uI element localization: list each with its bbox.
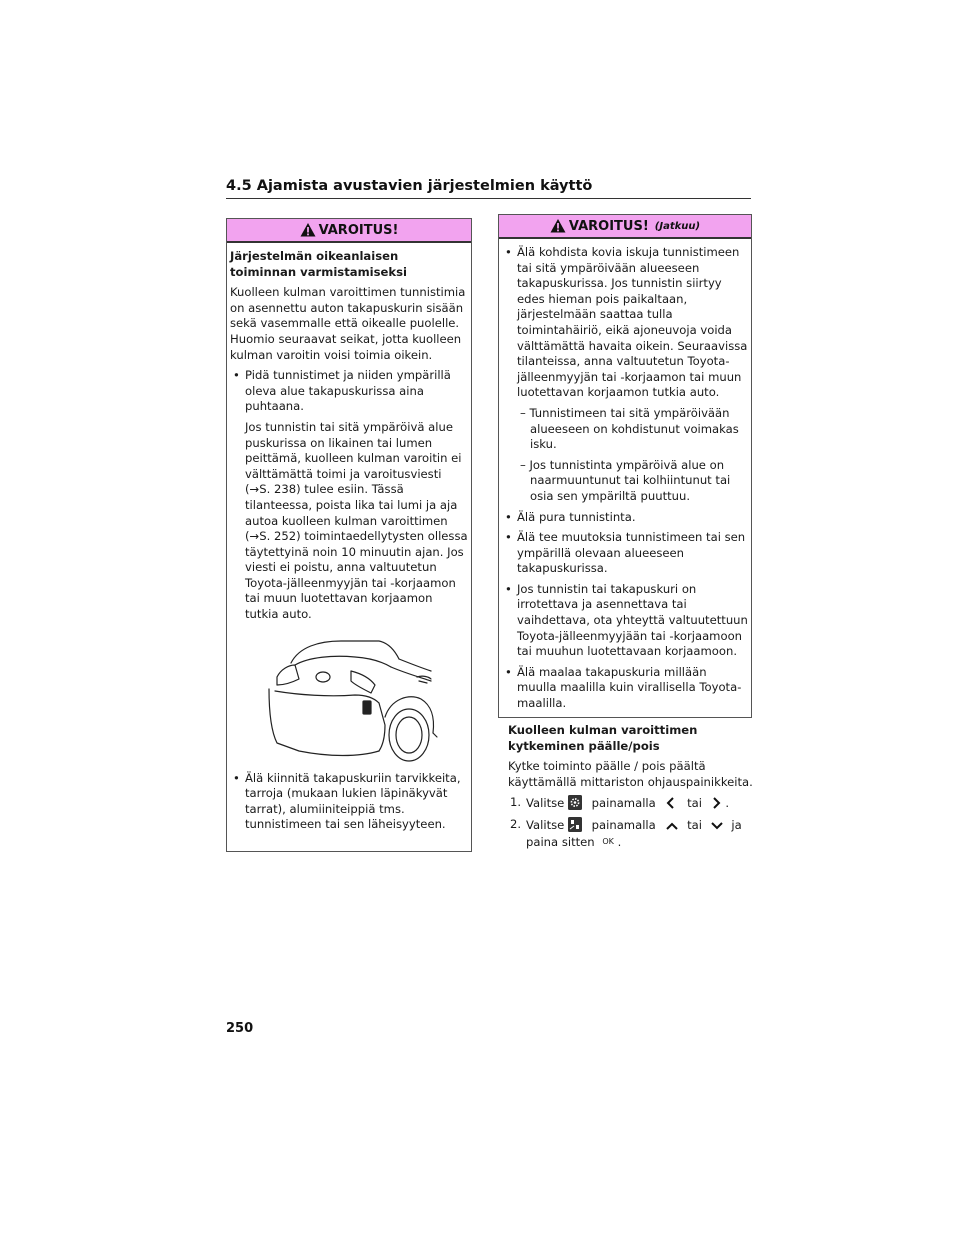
warning-dash-item: – Tunnistimeen tai sitä ympäröivään alueeseen on kohdistunut voimakas isku. xyxy=(520,405,739,452)
warning-box-right xyxy=(498,214,752,718)
bullet-text: Älä pura tunnistinta. xyxy=(517,509,636,524)
warning-intro: Kuolleen kulman varoittimen tunnistimia on asennettu auton takapuskurin sisään sekä vasemmalle että oikealle puolelle. Huomio seuraavat seikat, jotta kuolleen kulman varoitin voisi toimia oikein. xyxy=(230,285,466,362)
warning-box-left xyxy=(226,218,472,852)
step-1 xyxy=(508,795,753,812)
settings-icon xyxy=(568,795,582,810)
step-text: . xyxy=(725,796,730,811)
warning-triangle-icon xyxy=(550,218,566,234)
chevron-left-icon xyxy=(665,796,677,810)
ok-button-icon: OK xyxy=(602,836,614,846)
page-number: 250 xyxy=(226,1021,254,1036)
step-text: . xyxy=(617,834,622,849)
chevron-right-icon xyxy=(710,796,722,810)
warning-bullet xyxy=(502,665,748,712)
section-heading: Kuolleen kulman varoittimen kytkeminen päälle/pois xyxy=(508,723,698,753)
warning-continued-label: (Jatkuu) xyxy=(654,220,701,232)
warning-bullet xyxy=(502,510,748,526)
warning-dash-item: – Jos tunnistinta ympäröivä alue on naarmuuntunut tai kolhiintunut tai osia sen ympäriltä puuttuu. xyxy=(520,457,731,503)
warning-bullet xyxy=(230,368,468,415)
step-2 xyxy=(508,817,753,850)
step-text: Valitse xyxy=(526,817,565,832)
bullet-text: Älä kohdista kovia iskuja tunnistimeen tai sitä ympäröivään alueeseen takapuskurissa. Jos tunnistin siirtyy edes hieman pois paikaltaan, järjestelmään saattaa tulla toimintahäiriö, eikä ajoneuvoja voida välttämättä havaita oikein. Seuraavissa tilanteissa, anna valtuutetun Toyota-jälleenmyyjän tai -korjaamon tai muun luotettavan korjaamon tutkia auto. xyxy=(517,245,748,400)
step-number: 1. xyxy=(510,795,522,810)
bullet-text: Älä maalaa takapuskuria millään muulla maalilla kuin virallisella Toyota-maalilla. xyxy=(517,664,742,711)
bsm-icon xyxy=(568,817,582,832)
step-text: ja xyxy=(731,817,742,832)
warning-heading: Järjestelmän oikeanlaisen toiminnan varmistamiseksi xyxy=(230,249,407,279)
section-title: 4.5 Ajamista avustavien järjestelmien käyttö xyxy=(226,178,593,194)
bullet-text: Älä tee muutoksia tunnistimeen tai sen ympärillä olevaan alueeseen takapuskurissa. xyxy=(517,530,746,576)
warning-title: VAROITUS! xyxy=(318,222,399,238)
step-text: paina sitten xyxy=(526,834,595,849)
warning-header xyxy=(499,215,751,239)
warning-bullet xyxy=(502,245,748,401)
warning-bullet xyxy=(502,530,748,577)
step-number: 2. xyxy=(510,816,522,831)
step-text: painamalla xyxy=(591,796,656,811)
section-intro: Kytke toiminto päälle / pois päältä käyttämällä mittariston ohjauspainikkeita. xyxy=(508,759,753,789)
main-section xyxy=(508,723,753,855)
warning-triangle-icon xyxy=(300,222,316,238)
bullet-text: Jos tunnistin tai takapuskuri on irrotettava ja asennettava tai vaihdettava, ota yhteyttä valtuutettuun Toyota-jälleenmyyjään tai -korjaamoon tai muuhun luotettavaan korjaamoon. xyxy=(517,581,748,659)
step-text: tai xyxy=(687,796,703,811)
bullet-text: Pidä tunnistimet ja niiden ympärillä oleva alue takapuskurissa aina puhtaana. xyxy=(245,368,451,414)
step-text: tai xyxy=(687,817,703,832)
car-rear-illustration xyxy=(259,633,439,765)
step-text: Valitse xyxy=(526,796,565,811)
warning-bullet-detail: Jos tunnistin tai sitä ympäröivä alue puskurissa on likainen tai lumen peittämä, kuolleen kulman varoitin ei välttämättä toimi ja varoitusviesti (→S. 238) tulee esiin. Tässä tilanteessa, poista lika tai lumi ja aja autoa kuolleen kulman varoittimen (→S. 252) toimintaedellytysten ollessa täytettyinä noin 10 minuutin ajan. Jos viesti ei poistu, anna valtuutetun Toyota-jälleenmyyjän tai -korjaamon tai muun luotettavan korjaamon tutkia auto. xyxy=(245,419,468,622)
chevron-down-icon xyxy=(710,820,724,832)
warning-bullet xyxy=(502,582,748,660)
warning-header xyxy=(227,219,471,243)
step-text: painamalla xyxy=(591,817,656,832)
title-divider xyxy=(226,198,751,199)
bullet-text: Älä kiinnitä takapuskuriin tarvikkeita, tarroja (mukaan lukien läpinäkyvät tarrat), alumiiniteippiä tms. tunnistimeen tai sen läheisyyteen. xyxy=(245,770,461,832)
chevron-up-icon xyxy=(665,820,679,832)
warning-bullet xyxy=(230,771,468,833)
warning-title: VAROITUS! xyxy=(568,218,649,234)
